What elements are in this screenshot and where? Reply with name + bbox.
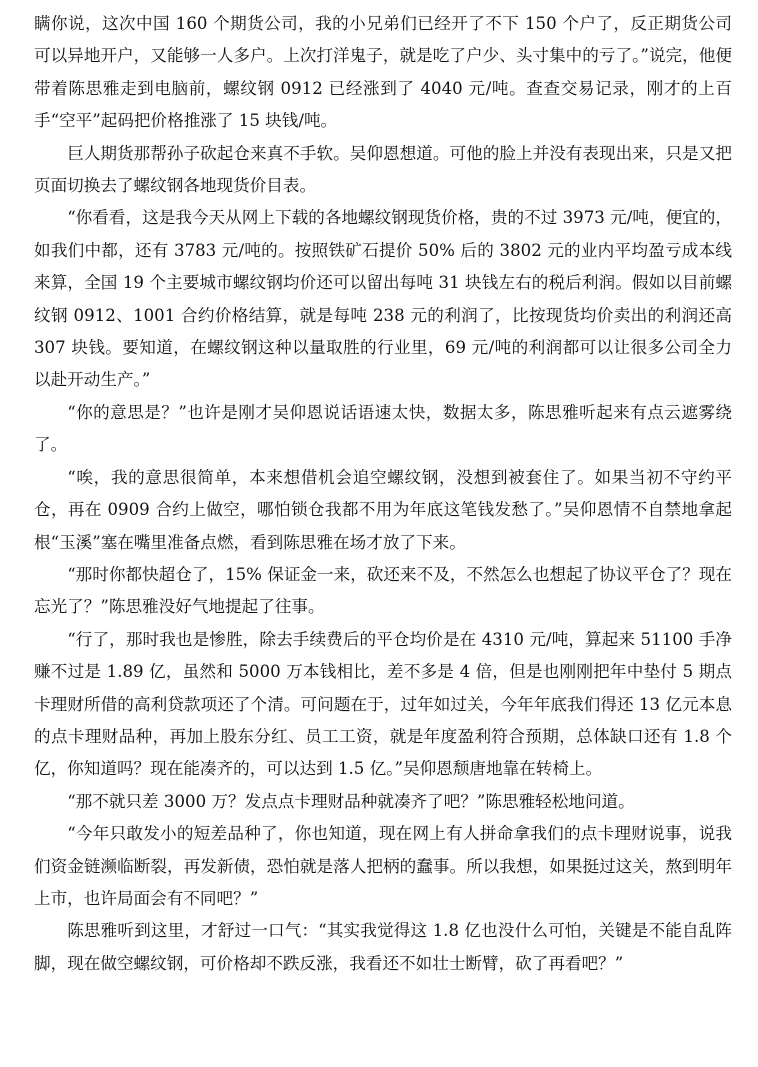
paragraph-6: “那时你都快超仓了，15% 保证金一来，砍还来不及，不然怎么也想起了协议平仓了？现在忘光了？”陈思雅没好气地提起了往事。 [34, 564, 732, 617]
paragraph-8: “那不就只差 3000 万？发点点卡理财品种就凑齐了吧？”陈思雅轻松地问道。 [67, 791, 635, 811]
paragraph-10: 陈思雅听到这里，才舒过一口气：“其实我觉得这 1.8 亿也没什么可怕，关键是不能自乱阵脚，现在做空螺纹钢，可价格却不跌反涨，我看还不如壮士断臂，砍了再看吧？” [34, 921, 732, 973]
paragraph-2: 巨人期货那帮孙子砍起仓来真不手软。吴仰恩想道。可他的脸上并没有表现出来，只是又把页面切换去了螺纹钢各地现货价目表。 [34, 143, 732, 196]
paragraph-5: “唉，我的意思很简单，本来想借机会追空螺纹钢，没想到被套住了。如果当初不守约平仓，再在 0909 合约上做空，哪怕锁仓我都不用为年底这笔钱发愁了。”吴仰恩情不自禁地拿起根“玉溪”塞在嘴里准备点燃，看到陈思雅在场才放了下来。 [34, 467, 732, 552]
paragraph-4: “你的意思是？”也许是刚才吴仰恩说话语速太快，数据太多，陈思雅听起来有点云遮雾绕了。 [34, 402, 732, 455]
paragraph-1: 瞒你说，这次中国 160 个期货公司，我的小兄弟们已经开了不下 150 个户了，反正期货公司可以异地开户，又能够一人多户。上次打洋鬼子，就是吃了户少、头寸集中的亏了。”说完，他便带着陈思雅走到电脑前，螺纹钢 0912 已经涨到了 4040 元/吨。查查交易记录，刚才的上百手“空平”起码把价格推涨了 15 块钱/吨。 [34, 14, 732, 131]
paragraph-3: “你看看，这是我今天从网上下载的各地螺纹钢现货价格，贵的不过 3973 元/吨，便宜的，如我们中都，还有 3783 元/吨的。按照铁矿石提价 50% 后的 3802 元的业内平均盈亏成本线来算，全国 19 个主要城市螺纹钢均价还可以留出每吨 31 块钱左右的税后利润。假如以目前螺纹钢 0912、1001 合约价格结算，就是每吨 238 元的利润了，比按现货均价卖出的利润还高 307 块钱。要知道，在螺纹钢这种以量取胜的行业里，69 元/吨的利润都可以让很多公司全力以赴开动生产。” [34, 208, 732, 390]
paragraph-9: “今年只敢发小的短差品种了，你也知道，现在网上有人拼命拿我们的点卡理财说事，说我们资金链濒临断裂，再发新债，恐怕就是落人把柄的蠢事。所以我想，如果挺过这关，熬到明年上市，也许局面会有不同吧？” [34, 824, 732, 908]
paragraph-7: “行了，那时我也是惨胜，除去手续费后的平仓均价是在 4310 元/吨，算起来 51100 手净赚不过是 1.89 亿，虽然和 5000 万本钱相比，差不多是 4 倍，但是也刚刚把年中垫付 5 期点卡理财所借的高利贷款项还了个清。可问题在于，过年如过关，今年年底我们得还 13 亿元本息的点卡理财品种，再加上股东分红、员工工资，就是年度盈利符合预期，总体缺口还有 1.8 个亿，你知道吗？现在能凑齐的，可以达到 1.5 亿。”吴仰恩颓唐地靠在转椅上。 [34, 629, 732, 779]
